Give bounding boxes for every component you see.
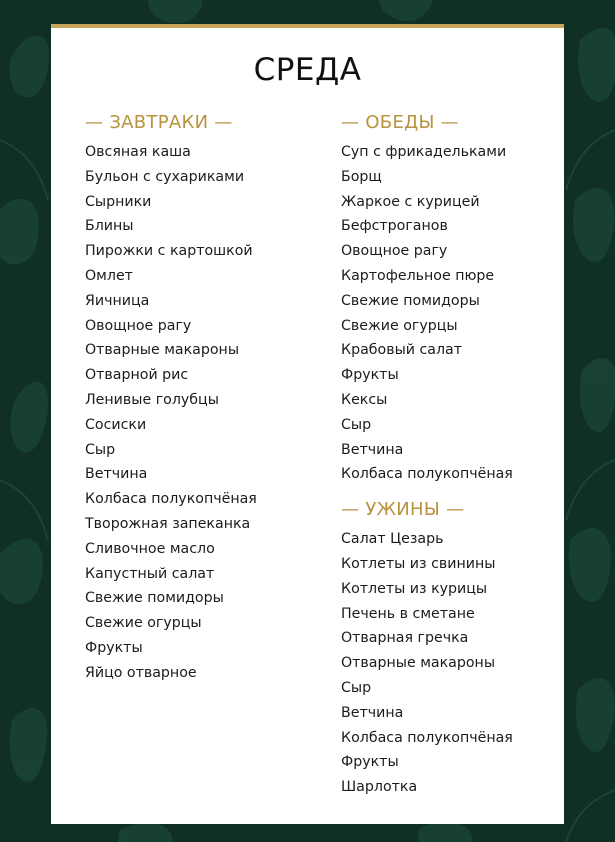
list-item: Крабовый салат [341, 342, 463, 359]
list-item: Ветчина [85, 466, 148, 483]
list-item: Овощное рагу [85, 317, 192, 334]
lunch-dinner-column [341, 110, 513, 800]
section-spacer [341, 487, 513, 497]
list-item: Жаркое с курицей [341, 193, 480, 210]
list-item: Свежие огурцы [341, 317, 458, 334]
list-item: Ветчина [341, 441, 404, 458]
list-item: Фрукты [85, 639, 143, 656]
list-item: Колбаса полукопчёная [341, 729, 513, 746]
list-item: Ленивые голубцы [85, 391, 219, 408]
list-item: Фрукты [341, 754, 399, 771]
lunch-list [341, 140, 513, 487]
list-item: Свежие огурцы [85, 615, 202, 632]
list-item: Котлеты из курицы [341, 580, 488, 597]
list-item: Суп с фрикадельками [341, 144, 507, 160]
list-item: Сосиски [85, 416, 147, 433]
breakfast-column [85, 110, 257, 686]
list-item: Отварные макароны [341, 655, 496, 672]
list-item: Бульон с сухариками [85, 168, 245, 185]
dinner-list [341, 527, 513, 800]
list-item: Пирожки с картошкой [85, 243, 253, 260]
list-item: Отварной рис [85, 367, 189, 384]
list-item: Борщ [341, 168, 382, 185]
page-title: СРЕДА [253, 52, 362, 88]
list-item: Овсяная каша [85, 144, 191, 160]
list-item: Сливочное масло [85, 540, 215, 557]
list-item: Сыр [341, 416, 372, 433]
list-item: Капустный салат [85, 565, 215, 582]
lunch-heading: — ОБЕДЫ — [341, 112, 459, 133]
list-item: Котлеты из свинины [341, 555, 496, 572]
list-item: Колбаса полукопчёная [85, 491, 257, 508]
list-item: Творожная запеканка [85, 515, 251, 532]
breakfast-heading: — ЗАВТРАКИ — [85, 112, 233, 133]
list-item: Шарлотка [341, 779, 418, 796]
list-item: Ветчина [341, 704, 404, 721]
list-item: Сыр [341, 679, 372, 696]
list-item: Колбаса полукопчёная [341, 466, 513, 483]
list-item: Сыр [85, 441, 116, 458]
list-item: Яйцо отварное [85, 664, 197, 681]
dinner-heading: — УЖИНЫ — [341, 499, 465, 521]
list-item: Отварные макароны [85, 342, 240, 359]
list-item: Блины [85, 218, 134, 235]
breakfast-list [85, 140, 257, 686]
list-item: Свежие помидоры [341, 292, 480, 309]
list-item: Фрукты [341, 367, 399, 384]
list-item: Картофельное пюре [341, 267, 495, 284]
list-item: Печень в сметане [341, 605, 475, 622]
list-item: Омлет [85, 267, 133, 284]
list-item: Сырники [85, 193, 152, 210]
list-item: Свежие помидоры [85, 590, 224, 607]
list-item: Кексы [341, 391, 388, 408]
list-item: Бефстроганов [341, 218, 448, 235]
list-item: Овощное рагу [341, 243, 448, 260]
list-item: Отварная гречка [341, 630, 469, 647]
menu-card [51, 24, 564, 824]
list-item: Салат Цезарь [341, 531, 444, 548]
list-item: Яичница [85, 292, 150, 309]
